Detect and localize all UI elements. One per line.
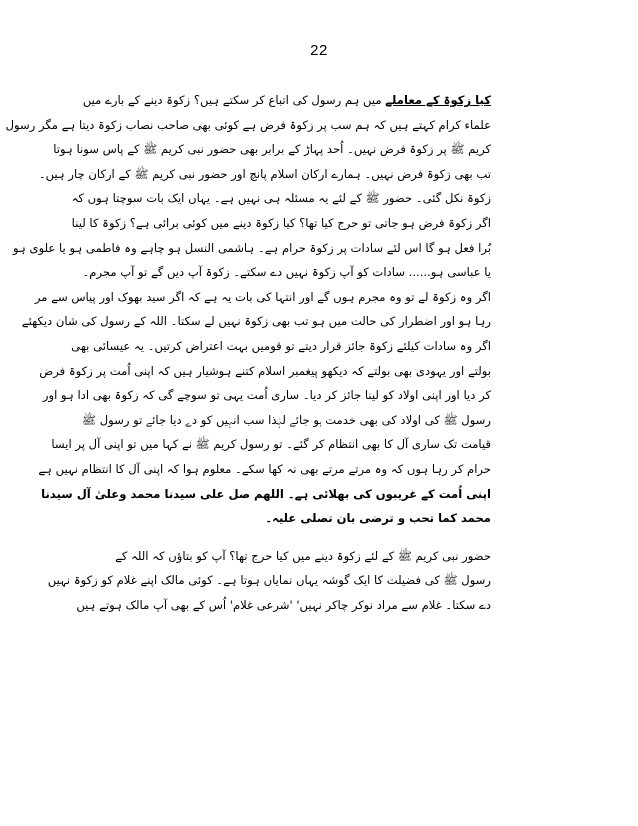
text-line: رسول ﷺ کی اولاد کی بھی خدمت ہو جائے لہٰذا سب انہیں کو دے دیا جائے تو رسول ﷺ: [82, 412, 491, 427]
text-line: [82, 88, 491, 113]
durood-closing: محمد کما تحب و ترضی بان تصلی علیہ۔: [265, 511, 491, 526]
text-line: قیامت تک ساری آل کا بھی انتظام کر گئے۔ تو رسول کریم ﷺ نے کہا میں تو اپنی آل پر ایسا: [51, 437, 491, 452]
text-line: اگر وہ سادات کیلئے زکوۃ جائز قرار دیتے تو قومیں بہت اعتراض کرتیں۔ یہ عیسائی بھی: [71, 338, 491, 353]
page-number: 22: [310, 42, 328, 59]
section-heading: کیا زکوۃ کے معاملے: [385, 93, 491, 107]
paragraph-zakat-question: [5, 88, 491, 531]
paragraph-prophet-virtue: [47, 544, 491, 618]
durood-line: اپنی اُمت کے غریبوں کی بھلائی ہے۔ اللھم صل علی سیدنا محمد وعلیٰ آل سیدنا: [41, 486, 491, 501]
text-line: علماء کرام کہتے ہیں کہ ہم سب پر زکوۃ فرض ہے کوئی بھی صاحب نصاب زکوۃ دیتا ہے مگر رسول: [5, 117, 491, 132]
text-line: حضور نبی کریم ﷺ کے لئے زکوۃ دینے میں کیا حرج تھا؟ آپ کو بتاؤں کہ اللہ کے: [115, 548, 491, 563]
text-line: کریم ﷺ پر زکوۃ فرض نہیں۔ اُحد پہاڑ کے برابر بھی حضور نبی کریم ﷺ کے پاس سونا ہوتا: [53, 142, 491, 157]
text-line: اگر زکوۃ فرض ہو جاتی تو حرج کیا تھا؟ کیا زکوۃ دینے میں کوئی برائی ہے؟ زکوۃ کا لینا: [71, 215, 491, 230]
text-line: بُرا فعل ہو گا اس لئے سادات پر زکوۃ حرام ہے۔ ہاشمی النسل ہو چاہے وہ فاطمی ہو یا علوی ہو: [13, 240, 491, 255]
text-line: اگر وہ زکوۃ لے تو وہ مجرم ہوں گے اور انتہا کی بات یہ ہے کہ اگر سید بھوک اور پیاس سے مر: [34, 289, 491, 304]
page-body: [5, 88, 491, 617]
heading-continuation: میں ہم رسول کی اتباع کر سکتے ہیں؟ زکوۃ دینے کے بارے میں: [82, 93, 382, 107]
text-line: رہا ہو اور اضطرار کی حالت میں ہو تب بھی زکوۃ نہیں لے سکتا۔ اللہ کے رسول کی شان دیکھئے: [21, 314, 491, 329]
paragraph-gap: [136, 531, 491, 544]
text-line: تب بھی زکوۃ فرض نہیں۔ ہمارے ارکان اسلام پانچ اور حضور نبی کریم ﷺ کے ارکان چار ہیں۔: [38, 166, 491, 181]
text-line: حرام کر رہا ہوں کہ وہ مرتے مرتے بھی نہ کھا سکے۔ معلوم ہوا کہ اپنی آل کا انتظام نہیں ہے: [38, 461, 491, 476]
text-line: یا عباسی ہو...... سادات کو آپ زکوۃ نہیں دے سکتے۔ زکوۃ آپ دیں گے تو آپ مجرم۔: [82, 265, 491, 280]
text-line: کر دیا اور اپنی اولاد کو لینا جائز کر دیا۔ ساری اُمت یہی تو سوچے گی کہ زکوۃ بھی ادا ہو اور: [42, 388, 491, 403]
text-line: رسول ﷺ کی فضیلت کا ایک گوشہ یہاں نمایاں ہوتا ہے۔ کوئی مالک اپنے غلام کو زکوۃ نہیں: [47, 573, 491, 588]
text-line: زکوۃ نکل گئی۔ حضور ﷺ کے لئے یہ مسئلہ ہی نہیں ہے۔ یہاں ایک بات سوچتا ہوں کہ: [71, 191, 491, 206]
text-line: دے سکتا۔ غلام سے مراد نوکر چاکر نہیں' 'شرعی غلام' اُس کے بھی آپ مالک ہوتے ہیں: [76, 597, 491, 612]
text-line: بولتے اور یہودی بھی بولتے کہ دیکھو پیغمبر اسلام کتنے ہوشیار ہیں کہ اپنی اُمت پر زکوۃ فرض: [39, 363, 491, 378]
